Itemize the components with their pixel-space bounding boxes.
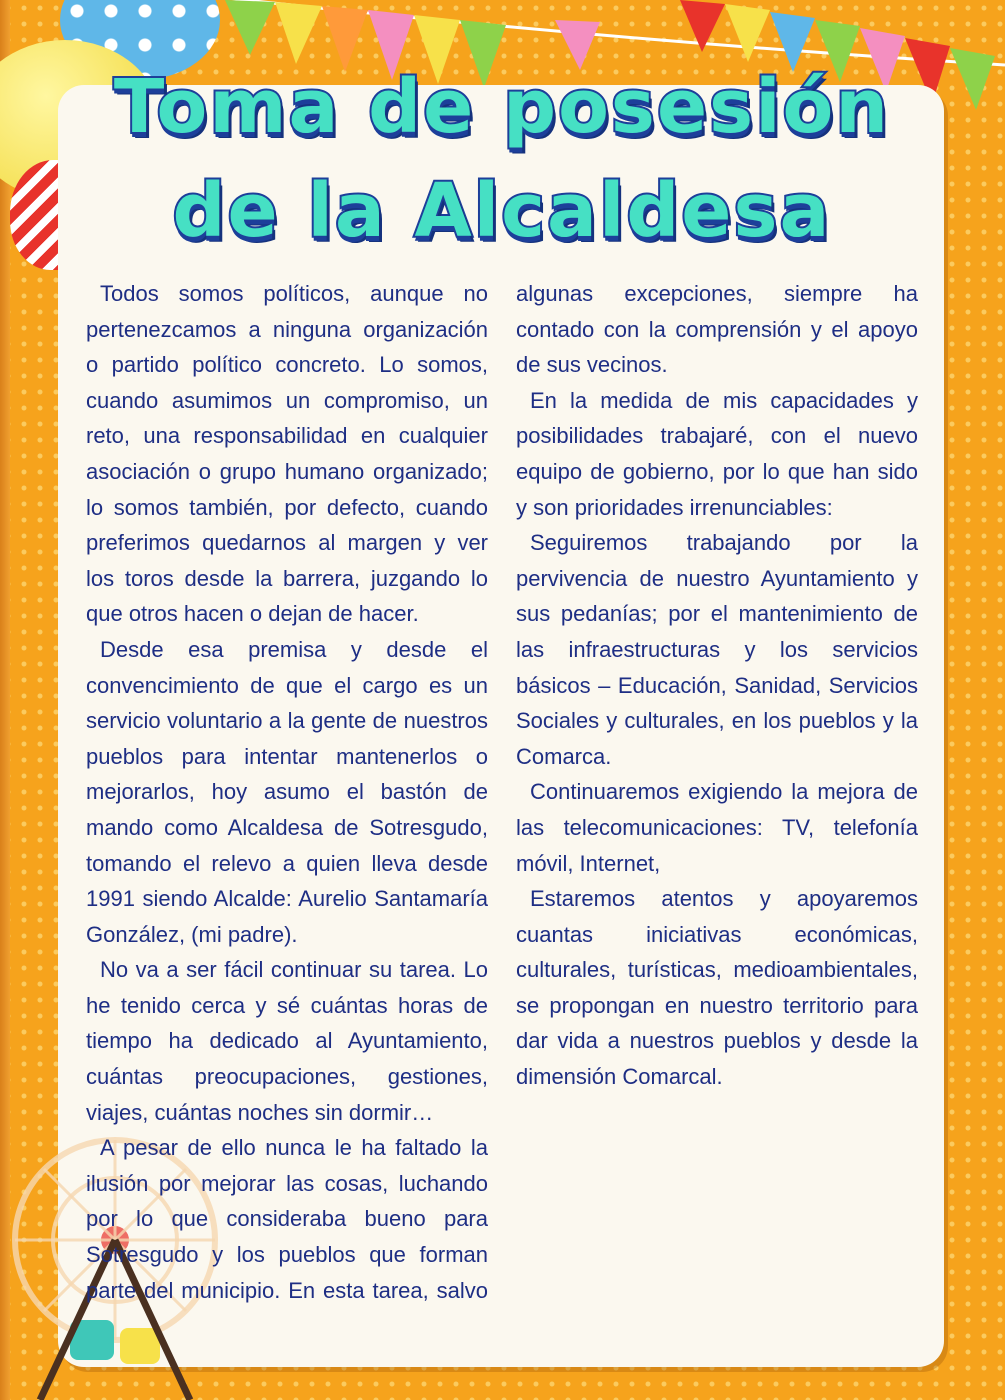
title-line-2: de la Alcaldesa [172, 168, 832, 254]
paragraph: Estaremos atentos y apoyaremos cuantas iniciativas económicas, culturales, turísticas, medioambientales, se propongan en nuestro territorio para dar vida a nuestros pueblos y desde la dimensión Comarcal. [516, 886, 918, 1090]
paragraph: No va a ser fácil continuar su tarea. Lo he tenido cerca y sé cuántas horas de tiempo ha dedicado al Ayuntamiento, cuántas preocupaciones, gestiones, viajes, cuántas noches sin dormir… [86, 957, 488, 1125]
paragraph: Continuaremos exigiendo la mejora de las telecomunicaciones: TV, telefonía móvil, Internet, [516, 779, 918, 876]
page-title [60, 55, 944, 263]
paragraph: Todos somos políticos, aunque no pertenezcamos a ninguna organización o partido político concreto. Lo somos, cuando asumimos un compromiso, un reto, una responsabilidad en cualquier asociación o grupo humano organizado; lo somos también, por defecto, cuando preferimos quedarnos al margen y ver los toros desde la barrera, juzgando lo que otros hacen o dejan de hacer. [86, 281, 488, 627]
title-line-1: Toma de posesión [113, 64, 891, 150]
article-body [86, 276, 918, 1316]
paragraph: A pesar de ello nunca le ha faltado la ilusión por mejorar las cosas, luchando por lo que consideraba bueno para Sotresgudo y los pueblos que forman parte del municipio. En esta tarea, salvo algunas excepciones, siempre ha contado con la comprensión y el apoyo de sus vecinos. [86, 281, 918, 1303]
paragraph: En la medida de mis capacidades y posibilidades trabajaré, con el nuevo equipo de gobierno, por lo que han sido y son prioridades irrenunciables: [516, 387, 918, 520]
paragraph: Desde esa premisa y desde el convencimiento de que el cargo es un servicio voluntario a la gente de nuestros pueblos para intentar mantenerlos o mejorarlos, hoy asumo el bastón de mando como Alcaldesa de Sotresgudo, tomando el relevo a quien lleva desde 1991 siendo Alcalde: Aurelio Santamaría González, (mi padre). [86, 636, 488, 947]
paragraph: Seguiremos trabajando por la pervivencia de nuestro Ayuntamiento y sus pedanías; por el mantenimiento de las infraestructuras y los servicios básicos – Educación, Sanidad, Servicios Sociales y culturales, en los pueblos y la Comarca. [516, 530, 918, 769]
